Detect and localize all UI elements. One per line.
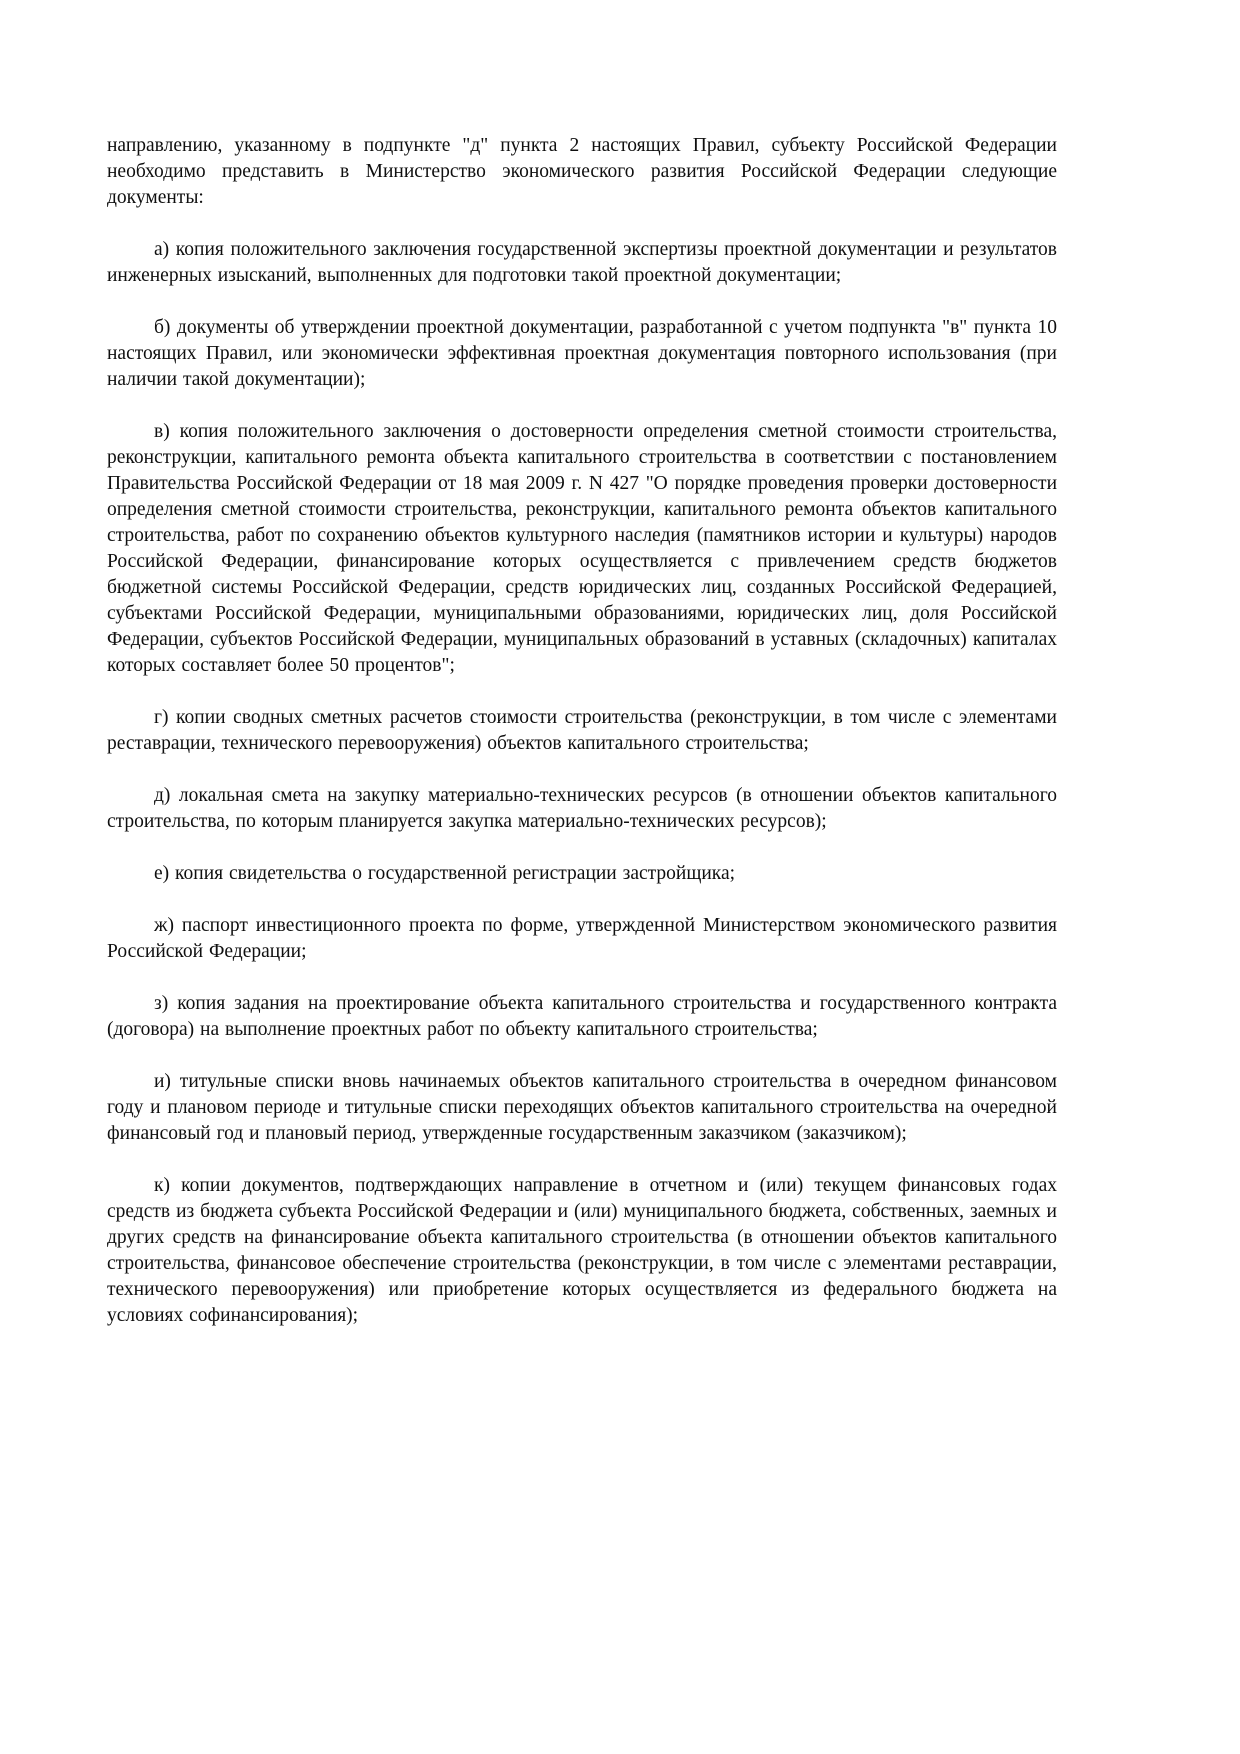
paragraph-intro: направлению, указанному в подпункте "д" пункта 2 настоящих Правил, субъекту Российской Федерации необходимо представить в Министерство экономического развития Российской Федерации следующие документы: [107,135,1057,208]
paragraph-item-b: б) документы об утверждении проектной документации, разработанной с учетом подпункта "в" пункта 10 настоящих Правил, или экономически эффективная проектная документация повторного использования (при наличии такой документации); [107,317,1057,390]
paragraph-item-g: г) копии сводных сметных расчетов стоимости строительства (реконструкции, в том числе с элементами реставрации, технического перевооружения) объектов капитального строительства; [107,707,1057,754]
paragraph-item-z: з) копия задания на проектирование объекта капитального строительства и государственного контракта (договора) на выполнение проектных работ по объекту капитального строительства; [107,993,1057,1040]
paragraph-item-d: д) локальная смета на закупку материально-технических ресурсов (в отношении объектов капитального строительства, по которым планируется закупка материально-технических ресурсов); [107,785,1057,832]
paragraph-item-zh: ж) паспорт инвестиционного проекта по форме, утвержденной Министерством экономического развития Российской Федерации; [107,915,1057,962]
document-body [107,133,1057,1329]
paragraph-item-i: и) титульные списки вновь начинаемых объектов капитального строительства в очередном финансовом году и плановом периоде и титульные списки переходящих объектов капитального строительства на очередной финансовый год и плановый период, утвержденные государственным заказчиком (заказчиком); [107,1071,1057,1144]
paragraph-item-k: к) копии документов, подтверждающих направление в отчетном и (или) текущем финансовых годах средств из бюджета субъекта Российской Федерации и (или) муниципального бюджета, собственных, заемных и других средств на финансирование объекта капитального строительства (в отношении объектов капитального строительства, финансовое обеспечение строительства (реконструкции, в том числе с элементами реставрации, технического перевооружения) или приобретение которых осуществляется из федерального бюджета на условиях софинансирования); [107,1175,1057,1326]
paragraph-item-a: а) копия положительного заключения государственной экспертизы проектной документации и результатов инженерных изысканий, выполненных для подготовки такой проектной документации; [107,239,1057,286]
paragraph-item-v: в) копия положительного заключения о достоверности определения сметной стоимости строительства, реконструкции, капитального ремонта объекта капитального строительства в соответствии с постановлением Правительства Российской Федерации от 18 мая 2009 г. N 427 "О порядке проведения проверки достоверности определения сметной стоимости строительства, реконструкции, капитального ремонта объектов капитального строительства, работ по сохранению объектов культурного наследия (памятников истории и культуры) народов Российской Федерации, финансирование которых осуществляется с привлечением средств бюджетов бюджетной системы Российской Федерации, средств юридических лиц, созданных Российской Федерацией, субъектами Российской Федерации, муниципальными образованиями, юридических лиц, доля Российской Федерации, субъектов Российской Федерации, муниципальных образований в уставных (складочных) капиталах которых составляет более 50 процентов"; [107,421,1057,676]
paragraph-item-e: е) копия свидетельства о государственной регистрации застройщика; [154,863,736,884]
